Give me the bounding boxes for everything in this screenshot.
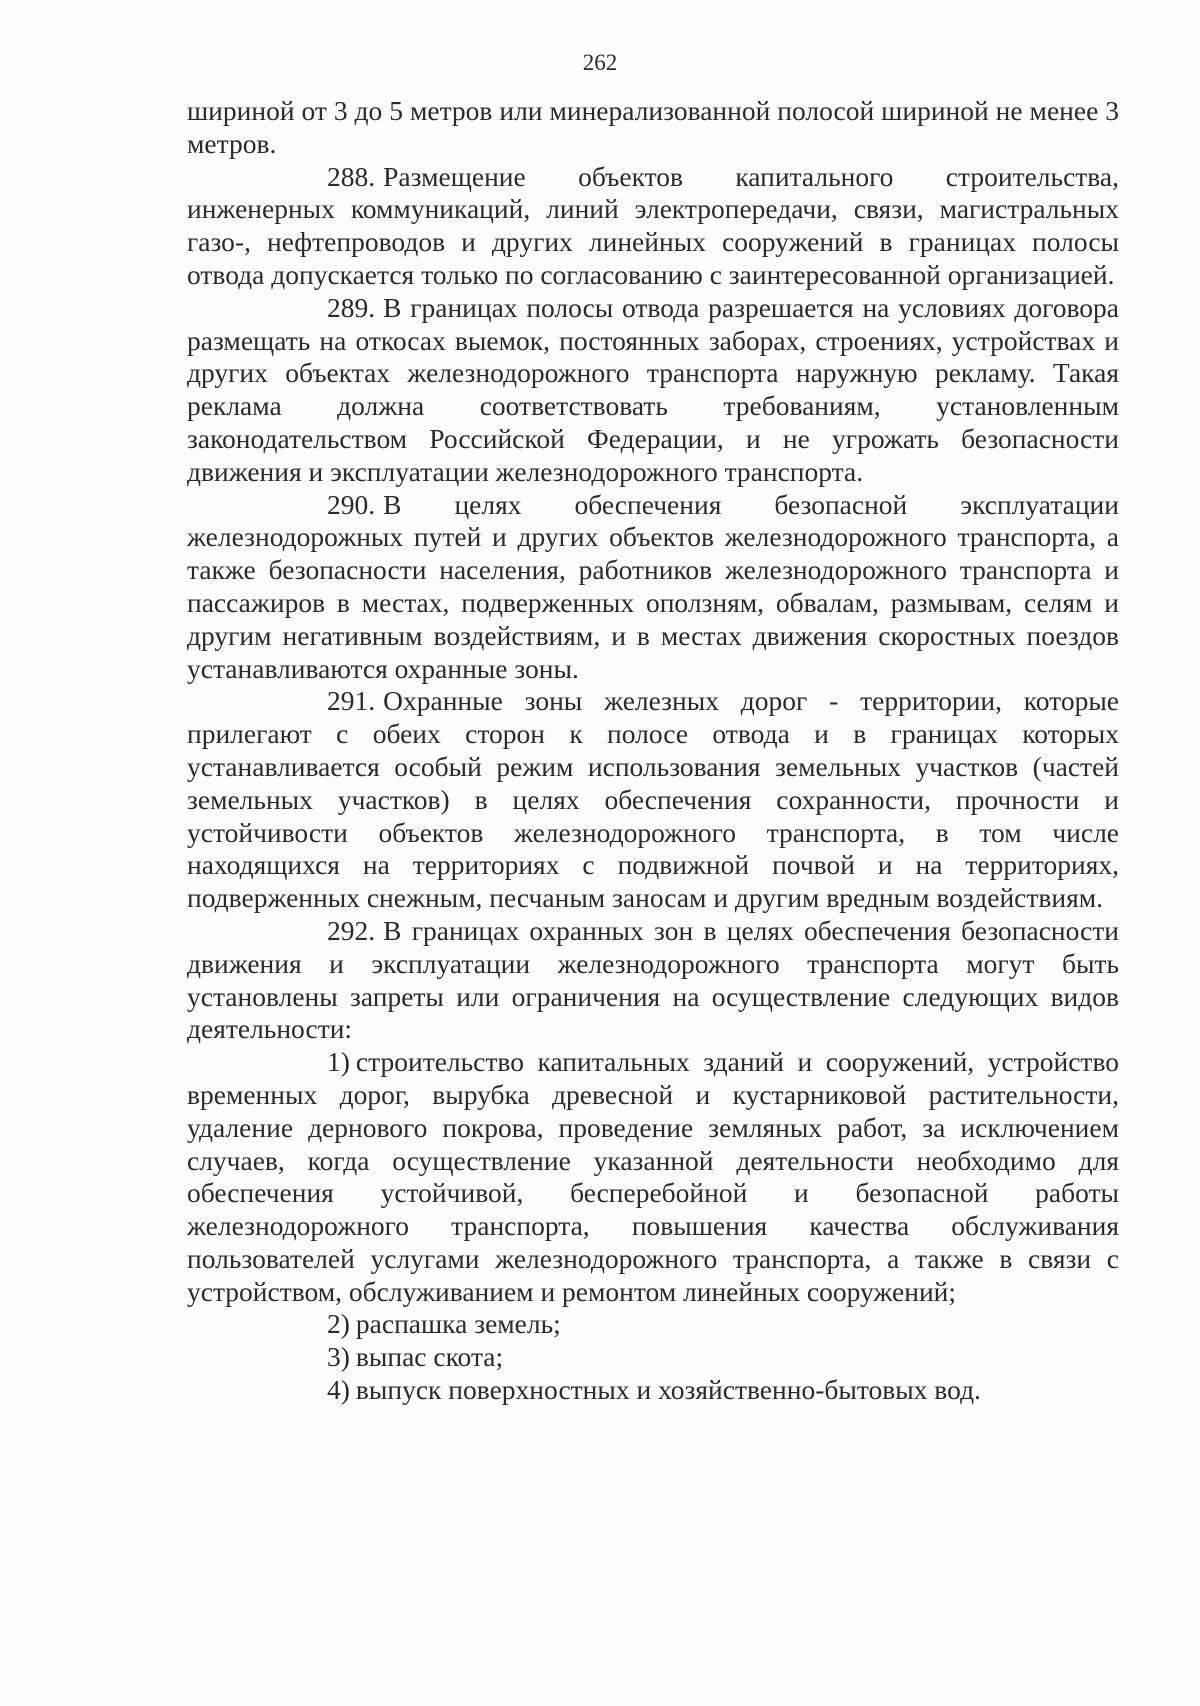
paragraph-text: Размещение объектов капитального строительства, инженерных коммуникаций, линий электропередачи, связи, магистральных газо-, нефтепроводов и других линейных сооружений в границах полосы отвода допускается только по согласованию с заинтересованной организацией. [187, 160, 1119, 290]
list-item-number: 2) [327, 1308, 350, 1340]
paragraph-number: 289. [327, 291, 376, 323]
list-item-number: 3) [327, 1341, 350, 1373]
list-item-text: распашка земель; [355, 1308, 561, 1340]
list-item-text: строительство капитальных зданий и сооружений, устройство временных дорог, вырубка древесной и кустарниковой растительности, удаление дернового покрова, проведение земляных работ, за исключением случаев, когда осуществление указанной деятельности необходимо для обеспечения устойчивой, бесперебойной и безопасной работы железнодорожного транспорта, повышения качества обслуживания пользователей услугами железнодорожного транспорта, а также в связи с устройством, обслуживанием и ремонтом линейных сооружений; [187, 1046, 1119, 1307]
list-item-2 [187, 1308, 1119, 1341]
paragraph-text: В границах полосы отвода разрешается на условиях договора размещать на откосах выемок, постоянных заборах, строениях, устройствах и других объектах железнодорожного транспорта наружную рекламу. Такая реклама должна соответствовать требованиям, установленным законодательством Российской Федерации, и не угрожать безопасности движения и эксплуатации железнодорожного транспорта. [187, 291, 1119, 487]
paragraph-number: 291. [327, 685, 376, 717]
paragraph-291 [187, 685, 1119, 915]
paragraph-292 [187, 915, 1119, 1046]
page-number: 262 [582, 50, 618, 75]
paragraph-text: шириной от 3 до 5 метров или минерализованной полосой шириной не менее 3 метров. [187, 95, 1119, 159]
list-item-number: 1) [327, 1046, 350, 1078]
paragraph-text: В целях обеспечения безопасной эксплуатации железнодорожных путей и других объектов железнодорожного транспорта, а также безопасности населения, работников железнодорожного транспорта и пассажиров в местах, подверженных оползням, обвалам, размывам, селям и другим негативным воздействиям, и в местах движения скоростных поездов устанавливаются охранные зоны. [187, 488, 1119, 684]
paragraph-text: В границах охранных зон в целях обеспечения безопасности движения и эксплуатации железнодорожного транспорта могут быть установлены запреты или ограничения на осуществление следующих видов деятельности: [187, 914, 1119, 1045]
paragraph-text: Охранные зоны железных дорог - территории, которые прилегают с обеих сторон к полосе отвода и в границах которых устанавливается особый режим использования земельных участков (частей земельных участков) в целях обеспечения сохранности, прочности и устойчивости объектов железнодорожного транспорта, в том числе находящихся на территориях с подвижной почвой и на территориях, подверженных снежным, песчаным заносам и другим вредным воздействиям. [187, 685, 1119, 914]
list-item-3 [187, 1341, 1119, 1374]
paragraph-290 [187, 489, 1119, 686]
paragraph-number: 290. [327, 488, 376, 520]
paragraph-289 [187, 292, 1119, 489]
paragraph-continuation [187, 95, 1119, 161]
list-item-1 [187, 1046, 1119, 1308]
paragraph-288 [187, 161, 1119, 292]
list-item-number: 4) [327, 1374, 350, 1406]
list-item-4 [187, 1374, 1119, 1407]
list-item-text: выпас скота; [355, 1341, 504, 1373]
paragraph-number: 292. [327, 914, 376, 946]
list-item-text: выпуск поверхностных и хозяйственно-бытовых вод. [355, 1374, 981, 1406]
paragraph-number: 288. [327, 160, 376, 192]
document-body [187, 95, 1119, 1407]
